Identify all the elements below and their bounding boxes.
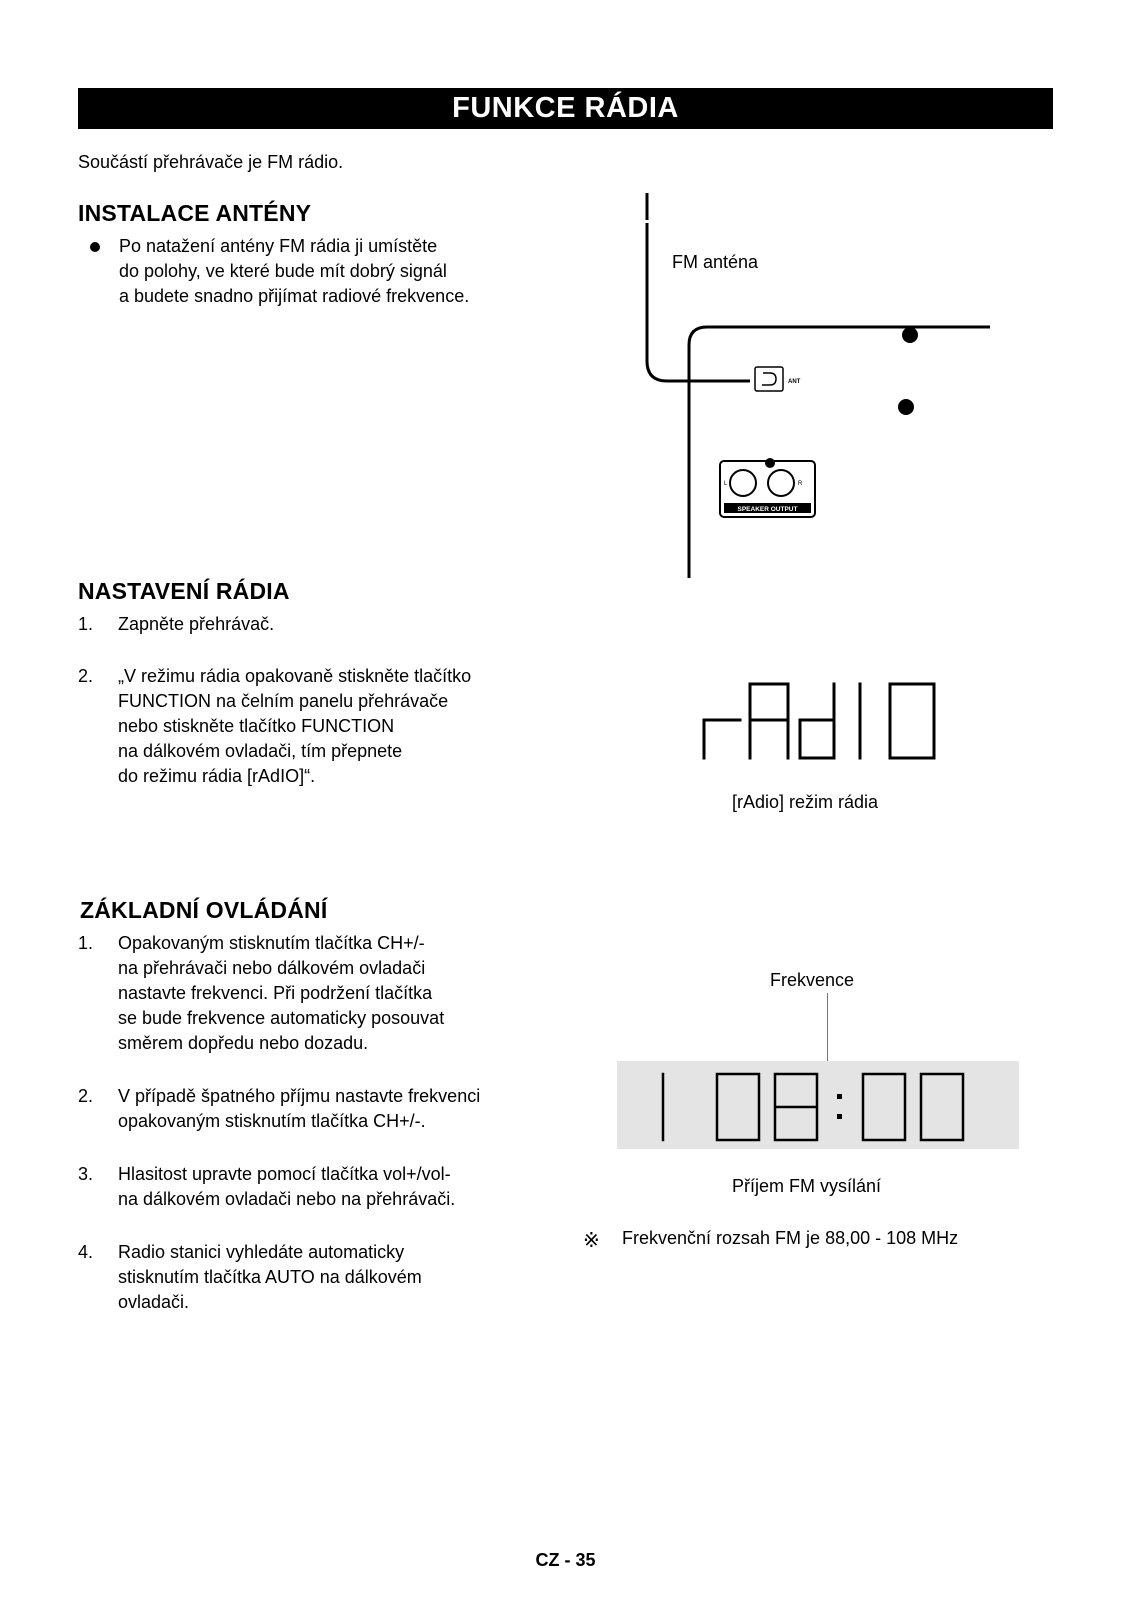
antenna-label: FM anténa xyxy=(672,252,759,272)
basic-steps xyxy=(78,931,598,1315)
speaker-right-label: R xyxy=(798,481,803,487)
antenna-bullet xyxy=(82,234,552,309)
note-symbol-icon: ※ xyxy=(583,1230,600,1252)
display-colon-bottom xyxy=(837,1114,842,1119)
list-item: 2. V případě špatného příjmu nastavte frekvenci opakovaným stisknutím tlačítka CH+/-. xyxy=(78,1086,481,1131)
display-char-o xyxy=(890,684,934,758)
speaker-indicator-dot xyxy=(765,458,775,468)
display-char-d xyxy=(800,684,834,758)
device-dot-bottom xyxy=(898,399,914,415)
radio-heading: NASTAVENÍ RÁDIA xyxy=(78,578,290,604)
intro-text: Součástí přehrávače je FM rádio. xyxy=(78,152,344,172)
page-title: FUNKCE RÁDIA xyxy=(78,88,1053,129)
page-number: CZ - 35 xyxy=(535,1550,596,1570)
display-char-a xyxy=(750,684,788,758)
list-item: 4. Radio stanici vyhledáte automaticky stisknutím tlačítka AUTO na dálkovém ovladači. xyxy=(78,1242,422,1312)
frequency-range-note: Frekvenční rozsah FM je 88,00 - 108 MHz xyxy=(622,1228,959,1248)
display-digit-8 xyxy=(775,1074,817,1140)
device-outline xyxy=(689,327,990,578)
speaker-right-jack xyxy=(768,470,794,496)
antenna-heading: INSTALACE ANTÉNY xyxy=(78,200,312,226)
antenna-line: Po natažení antény FM rádia ji umístěte xyxy=(119,236,438,256)
basic-heading: ZÁKLADNÍ OVLÁDÁNÍ xyxy=(80,897,328,923)
radio-mode-display xyxy=(700,680,940,760)
reception-caption: Příjem FM vysílání xyxy=(732,1176,882,1196)
bullet-icon xyxy=(90,242,100,252)
antenna-wire-bend xyxy=(647,361,750,381)
ant-label: ANT xyxy=(788,379,801,385)
antenna-line: a budete snadno přijímat radiové frekvence. xyxy=(119,286,470,306)
list-item: 2. „V režimu rádia opakovaně stiskněte tlačítko FUNCTION na čelním panelu přehrávače nebo stiskněte tlačítko FUNCTION na dálkovém ovladači, tím přepnete do režimu rádia [rAdIO]“. xyxy=(78,666,472,786)
display-digit-0c xyxy=(921,1074,963,1140)
antenna-line: do polohy, ve které bude mít dobrý signál xyxy=(119,261,447,281)
radio-steps xyxy=(78,612,578,789)
display-digit-0b xyxy=(863,1074,905,1140)
display-digit-0 xyxy=(717,1074,759,1140)
list-item: 3. Hlasitost upravte pomocí tlačítka vol+/vol- na dálkovém ovladači nebo na přehrávači. xyxy=(78,1164,456,1209)
display-colon-top xyxy=(837,1094,842,1099)
ant-socket xyxy=(755,367,783,391)
list-item: 1. Zapněte přehrávač. xyxy=(78,614,275,634)
frequency-display xyxy=(655,1070,995,1144)
frequency-label: Frekvence xyxy=(770,970,855,990)
display-char-r xyxy=(704,720,740,758)
list-item: 1. Opakovaným stisknutím tlačítka CH+/- na přehrávači nebo dálkovém ovladači nastavte frekvenci. Při podržení tlačítka se bude frekvence automaticky posouvat směrem dopředu nebo dozadu. xyxy=(78,933,445,1053)
frequency-pointer-line xyxy=(827,993,828,1063)
speaker-output-label: SPEAKER OUTPUT xyxy=(737,506,798,513)
antenna-diagram xyxy=(600,185,1000,585)
speaker-left-label: L xyxy=(724,481,728,487)
ant-socket-hook xyxy=(762,373,776,385)
radio-display-caption: [rAdio] režim rádia xyxy=(732,792,879,812)
speaker-left-jack xyxy=(730,470,756,496)
device-dot-top xyxy=(902,327,918,343)
